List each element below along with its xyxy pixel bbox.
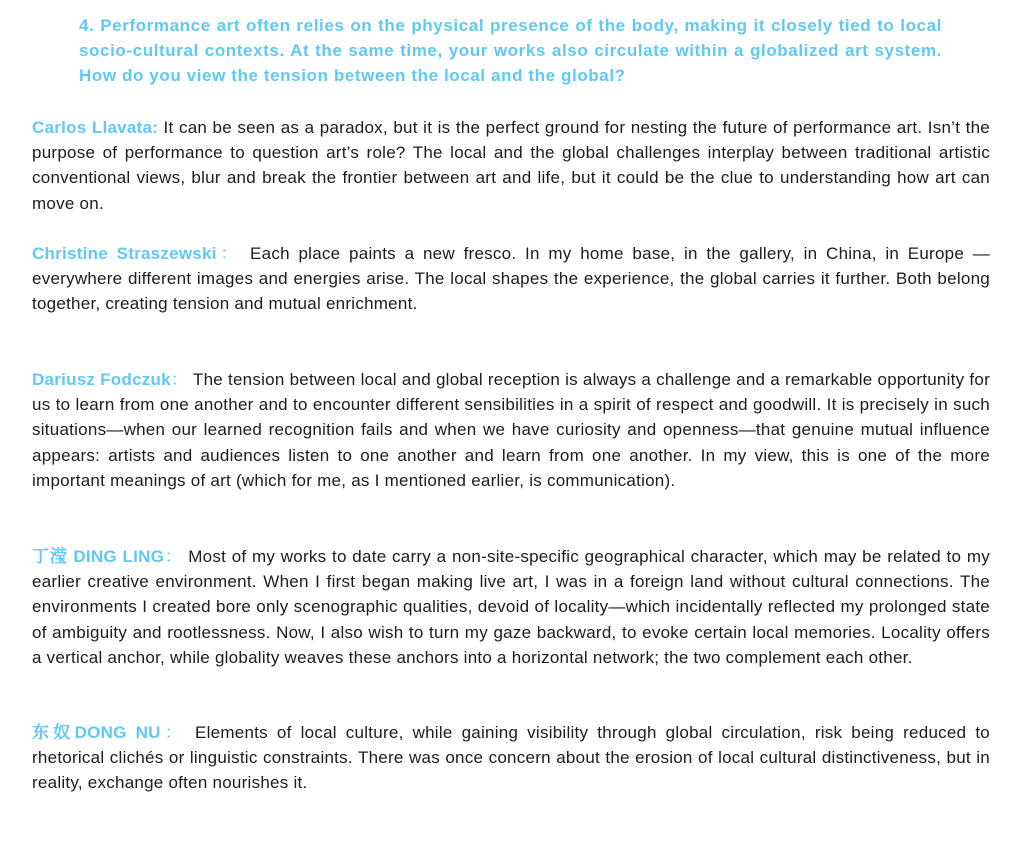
speaker-name: Dariusz Fodczuk xyxy=(32,370,171,389)
answer-paragraph-dariusz-fodczuk xyxy=(32,367,990,493)
answer-text: Most of my works to date carry a non-site-specific geographical character, which may be related to my earlier creative environment. When I first began making live art, I was in a foreign land without cultural connections. The environments I created bore only scenographic qualities, devoid of locality—which incidentally reflected my prolonged state of ambiguity and rootlessness. Now, I also wish to turn my gaze backward, to evoke certain local memories. Locality offers a vertical anchor, while globality weaves these anchors into a horizontal network; the two complement each other. xyxy=(32,547,990,667)
speaker-name: 丁滢 DING LING xyxy=(32,547,165,566)
answer-text: Each place paints a new fresco. In my home base, in the gallery, in China, in Europe — everywhere different images and energies arise. The local shapes the experience, the global carries it further. Both belong together, creating tension and mutual enrichment. xyxy=(32,244,991,314)
speaker-separator: ： xyxy=(170,370,189,389)
speaker-name: Carlos Llavata: xyxy=(32,118,159,137)
speaker-separator: ： xyxy=(160,723,186,742)
speaker-name: Christine Straszewski xyxy=(32,244,217,263)
answer-paragraph-ding-ling xyxy=(32,544,990,670)
answer-paragraph-carlos-llavata xyxy=(32,115,990,216)
answer-text: It can be seen as a paradox, but it is the perfect ground for nesting the future of performance art. Isn’t the purpose of performance to question art’s role? The local and the global challenges interplay between traditional artistic conventional views, blur and break the frontier between art and life, but it could be the clue to understanding how art can move on. xyxy=(32,118,990,213)
answer-paragraph-christine-straszewski xyxy=(32,241,990,317)
answer-text: Elements of local culture, while gaining visibility through global circulation, risk being reduced to rhetorical clichés or linguistic constraints. There was once concern about the erosion of local cultural distinctiveness, but in reality, exchange often nourishes it. xyxy=(32,723,991,793)
speaker-separator: ： xyxy=(164,547,183,566)
question-heading: 4. Performance art often relies on the physical presence of the body, making it closely tied to local socio-cultural contexts. At the same time, your works also circulate within a globalized art system. How do you view the tension between the local and the global? xyxy=(79,16,942,85)
answer-text: The tension between local and global reception is always a challenge and a remarkable opportunity for us to learn from one another and to encounter different sensibilities in a spirit of respect and goodwill. It is precisely in such situations—when our learned recognition fails and when we have curiosity and openness—that genuine mutual influence appears: artists and audiences listen to one another and learn from one another. In my view, this is one of the more important meanings of art (which for me, as I mentioned earlier, is communication). xyxy=(32,370,990,490)
speaker-name: 东奴DONG NU xyxy=(32,723,161,742)
speaker-separator: ： xyxy=(216,244,242,263)
answer-paragraph-dong-nu xyxy=(32,720,990,796)
